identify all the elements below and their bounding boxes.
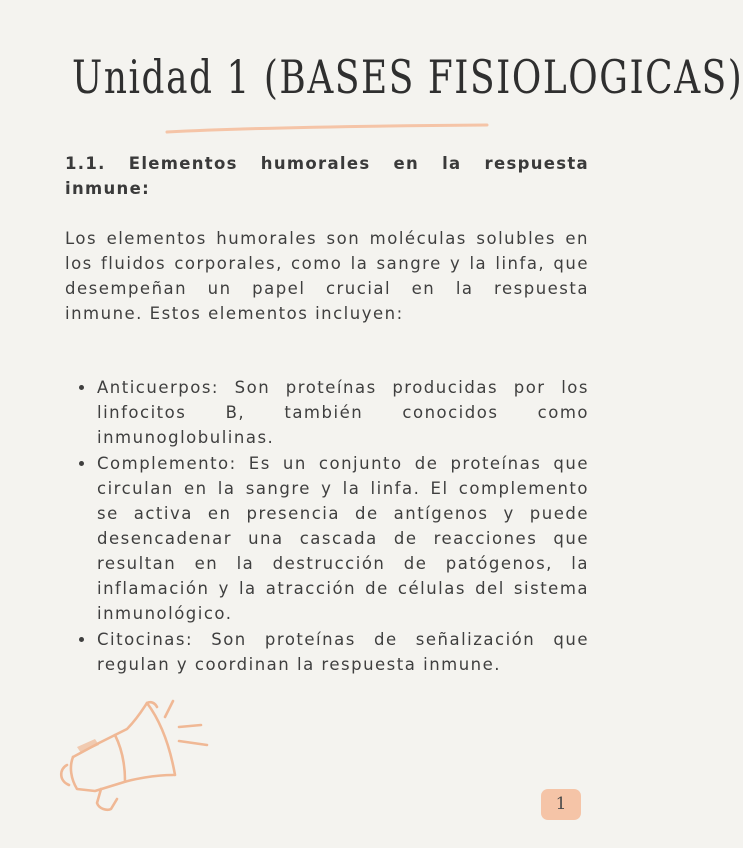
intro-paragraph: Los elementos humorales son moléculas solubles en los fluidos corporales, como la sangre y la linfa, que desempeñan un papel crucial en la respuesta inmune. Estos elementos incluyen: [65, 229, 589, 323]
bullet-icon [79, 461, 84, 466]
megaphone-icon [55, 695, 220, 820]
bullet-icon [79, 385, 84, 390]
list-item-text: Anticuerpos: Son proteínas producidas por los linfocitos B, también conocidos como inmunoglobulinas. [97, 378, 589, 447]
section-heading: 1.1. Elementos humorales en la respuesta inmune: [65, 154, 589, 198]
page-title: Unidad 1 (BASES FISIOLOGICAS) [72, 50, 743, 104]
bullet-icon [79, 637, 84, 642]
list-item-text: Complemento: Es un conjunto de proteínas que circulan en la sangre y la linfa. El complemento se activa en presencia de antígenos y puede desencadenar una cascada de reacciones que resultan en la destrucción de patógenos, la inflamación y la atracción de células del sistema inmunológico. [97, 454, 589, 623]
list-item [97, 375, 589, 450]
list-item [97, 627, 589, 677]
page-number-badge: 1 [541, 789, 581, 820]
humoral-elements-list [97, 375, 589, 678]
list-item-text: Citocinas: Son proteínas de señalización que regulan y coordinan la respuesta inmune. [97, 630, 589, 674]
title-underline [165, 122, 491, 136]
list-item [97, 451, 589, 626]
